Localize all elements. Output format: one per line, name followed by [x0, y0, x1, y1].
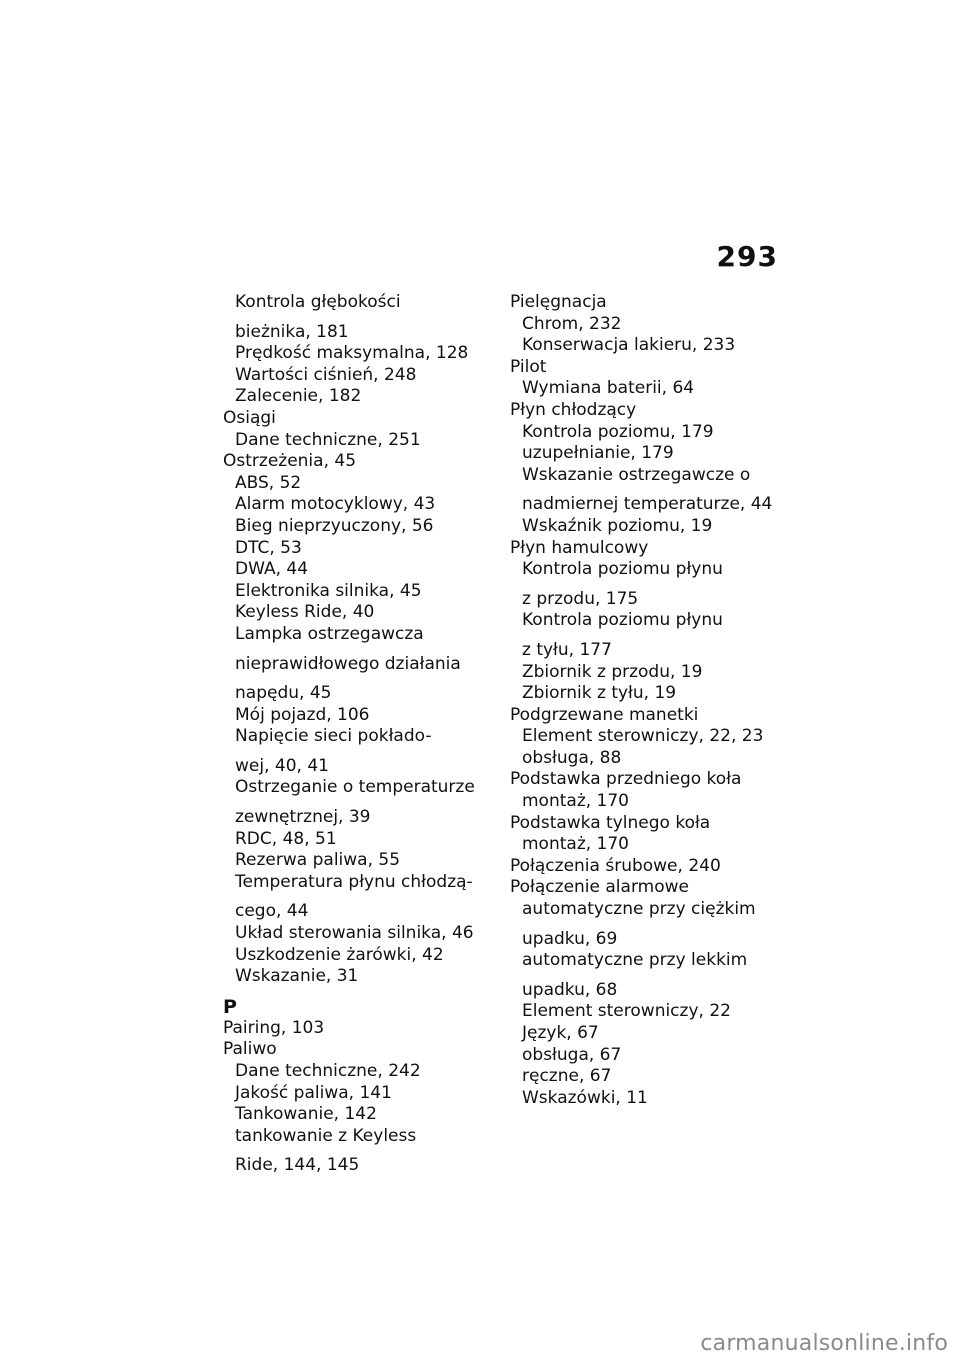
- index-subentry: Zbiornik z tyłu, 19: [522, 683, 677, 704]
- index-subentry: automatyczne przy ciężkim: [522, 899, 756, 920]
- index-subentry: Kontrola poziomu płynu: [522, 610, 723, 631]
- index-subentry: nieprawidłowego działania: [235, 653, 461, 674]
- index-subentry: montaż, 170: [522, 834, 629, 855]
- index-subentry: Temperatura płynu chłodzą-: [235, 871, 473, 892]
- index-subentry: Tankowanie, 142: [235, 1104, 377, 1125]
- index-subentry: Element sterowniczy, 22, 23: [522, 726, 764, 747]
- index-entry: Podstawka tylnego koła: [510, 812, 711, 833]
- index-subentry: ręczne, 67: [522, 1066, 612, 1087]
- index-subentry: Elektronika silnika, 45: [235, 580, 422, 601]
- index-subentry: Układ sterowania silnika, 46: [235, 923, 474, 944]
- index-subentry: Kontrola poziomu, 179: [522, 421, 714, 442]
- index-subentry: nadmiernej temperaturze, 44: [522, 494, 773, 515]
- index-subentry: Język, 67: [522, 1023, 599, 1043]
- index-entry: Pielęgnacja: [510, 292, 607, 312]
- index-subentry: Kontrola poziomu płynu: [522, 559, 723, 580]
- index-subentry: obsługa, 88: [522, 747, 622, 768]
- index-subentry: Mój pojazd, 106: [235, 704, 370, 725]
- index-subentry: Dane techniczne, 251: [235, 429, 421, 450]
- index-subentry: Ride, 144, 145: [235, 1155, 360, 1176]
- index-entry: Ostrzeżenia, 45: [223, 451, 357, 472]
- index-subentry: obsługa, 67: [522, 1044, 622, 1065]
- index-entry: Płyn hamulcowy: [510, 537, 649, 558]
- index-subentry: Napięcie sieci pokłado-: [235, 726, 432, 747]
- index-subentry: Bieg nieprzyuczony, 56: [235, 515, 434, 536]
- index-entry: Podstawka przedniego koła: [510, 769, 742, 790]
- index-subentry: tankowanie z Keyless: [235, 1125, 417, 1146]
- index-subentry: Zalecenie, 182: [235, 386, 362, 407]
- index-entry: Płyn chłodzący: [510, 399, 637, 420]
- index-subentry: Wskazówki, 11: [522, 1087, 648, 1108]
- index-subentry: ABS, 52: [235, 472, 302, 493]
- index-subentry: Element sterowniczy, 22: [522, 1001, 731, 1022]
- index-subentry: Wskazanie ostrzegawcze o: [522, 464, 751, 485]
- index-subentry: montaż, 170: [522, 791, 629, 812]
- index-subentry: Prędkość maksymalna, 128: [235, 343, 469, 364]
- index-subentry: Wskazanie, 31: [235, 966, 359, 987]
- index-subentry: Chrom, 232: [522, 313, 622, 334]
- index-subentry: napędu, 45: [235, 683, 332, 704]
- index-subentry: Jakość paliwa, 141: [235, 1082, 392, 1103]
- index-column-left: [223, 292, 491, 1177]
- index-subentry: Rezerwa paliwa, 55: [235, 850, 401, 871]
- index-subentry: automatyczne przy lekkim: [522, 950, 748, 971]
- index-entry: Pairing, 103: [223, 1017, 325, 1038]
- index-entry: Połączenie alarmowe: [510, 877, 689, 898]
- index-subentry: Wskaźnik poziomu, 19: [522, 515, 713, 536]
- index-subentry: z tyłu, 177: [522, 639, 612, 660]
- index-subentry: Ostrzeganie o temperaturze: [235, 777, 475, 798]
- index-subentry: Dane techniczne, 242: [235, 1061, 421, 1081]
- index-section-letter: P: [223, 995, 237, 1018]
- index-subentry: Zbiornik z przodu, 19: [522, 661, 703, 682]
- index-subentry: Lampka ostrzegawcza: [235, 623, 424, 644]
- index-entry: Połączenia śrubowe, 240: [510, 855, 721, 876]
- index-entry: Paliwo: [223, 1039, 277, 1060]
- index-subentry: DWA, 44: [235, 559, 309, 580]
- index-subentry: Konserwacja lakieru, 233: [522, 335, 736, 356]
- index-subentry: Wymiana baterii, 64: [522, 378, 695, 399]
- index-entry: Podgrzewane manetki: [510, 704, 699, 725]
- index-subentry: z przodu, 175: [522, 588, 639, 609]
- index-subentry: Wartości ciśnień, 248: [235, 364, 417, 385]
- watermark[interactable]: carmanualsonline.info: [700, 1331, 948, 1356]
- index-subentry: upadku, 68: [522, 979, 618, 1000]
- page-number: 293: [716, 240, 778, 273]
- index-subentry: bieżnika, 181: [235, 321, 349, 342]
- index-subentry: wej, 40, 41: [235, 755, 329, 776]
- index-subentry: zewnętrznej, 39: [235, 807, 371, 828]
- index-subentry: Kontrola głębokości: [235, 292, 401, 312]
- index-entry: Pilot: [510, 356, 547, 377]
- index-subentry: upadku, 69: [522, 928, 618, 949]
- index-entry: Osiągi: [223, 407, 276, 428]
- index-column-right: [510, 292, 778, 1109]
- index-subentry: uzupełnianie, 179: [522, 443, 674, 464]
- index-subentry: cego, 44: [235, 901, 309, 922]
- index-subentry: Alarm motocyklowy, 43: [235, 494, 436, 515]
- index-subentry: RDC, 48, 51: [235, 828, 337, 849]
- index-subentry: Uszkodzenie żarówki, 42: [235, 944, 444, 965]
- index-subentry: DTC, 53: [235, 537, 302, 558]
- index-subentry: Keyless Ride, 40: [235, 602, 375, 623]
